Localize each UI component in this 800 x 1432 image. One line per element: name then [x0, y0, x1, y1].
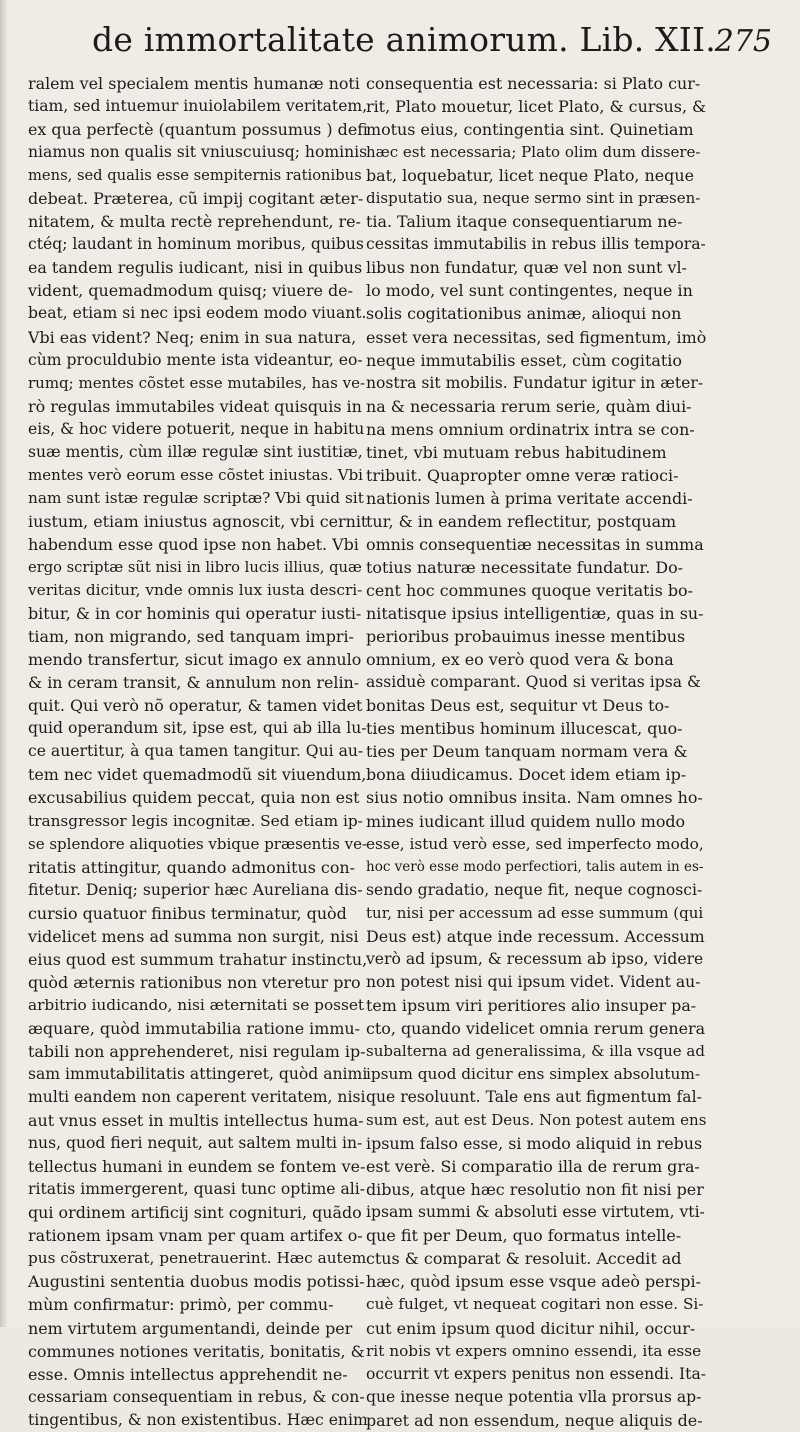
text-line: cessitas immutabilis in rebus illis tempora- — [366, 235, 706, 254]
text-line: disputatio sua, neque sermo sint in præsen- — [366, 189, 701, 208]
text-line: paret ad non essendum, neque aliquis de- — [366, 1410, 703, 1430]
text-line: sum est, aut est Deus. Non potest autem ens — [366, 1111, 706, 1130]
text-line: cùm proculdubio mente ista videantur, eo- — [28, 350, 363, 369]
text-line: videlicet mens ad summa non surgit, nisi — [28, 926, 359, 946]
text-line: na mens omnium ordinatrix intra se con- — [366, 419, 695, 439]
text-line: occurrit vt expers penitus non essendi. Ita- — [366, 1364, 706, 1383]
text-line: bona diiudicamus. Docet idem etiam ip- — [366, 765, 687, 785]
text-line: rit nobis vt expers omnino essendi, ita esse — [366, 1341, 702, 1360]
text-line: mentes verò eorum esse cõstet iniustas. Vbi — [28, 465, 363, 484]
text-line: nitatisque ipsius intelligentiæ, quas in su- — [366, 604, 704, 624]
text-line: nitatem, & multa rectè reprehendunt, re- — [28, 212, 361, 232]
right-text-column — [366, 72, 706, 1432]
text-line: ties mentibus hominum illucescat, quo- — [366, 719, 683, 739]
text-line: debeat. Præterea, cũ impij cogitant æter- — [28, 189, 364, 209]
text-line: totius naturæ necessitate fundatur. Do- — [366, 557, 684, 577]
text-line: quit. Qui verò nõ operatur, & tamen videt — [28, 696, 363, 716]
text-line: tiam, non migrando, sed tanquam impri- — [28, 627, 354, 647]
text-line: ea tandem regulis iudicant, nisi in quibus — [28, 258, 363, 278]
text-line: sam immutabilitatis attingeret, quòd animi — [28, 1065, 368, 1084]
running-title: de immortalitate animorum. Lib. XII. — [92, 20, 716, 59]
text-line: perioribus probauimus inesse mentibus — [366, 627, 686, 647]
text-line: tem nec videt quemadmodũ sit viuendum, — [28, 765, 367, 785]
text-line: vident, quemadmodum quisq; viuere de- — [28, 281, 353, 301]
text-line: mùm confirmatur: primò, per commu- — [28, 1295, 334, 1315]
text-line: multi eandem non caperent veritatem, nisi — [28, 1088, 366, 1107]
text-line: ipsum falso esse, si modo aliquid in rebus — [366, 1134, 703, 1154]
text-line: assiduè comparant. Quod si veritas ipsa & — [366, 673, 701, 692]
text-line: ipsam summi & absoluti esse virtutem, vti- — [366, 1203, 705, 1222]
text-line: beat, etiam si nec ipsi eodem modo viuant. — [28, 304, 367, 323]
text-line: non potest nisi qui ipsum videt. Vident au- — [366, 972, 701, 991]
text-line: hæc, quòd ipsum esse vsque adeò perspi- — [366, 1272, 701, 1292]
text-line: tellectus humani in eundem se fontem ve- — [28, 1157, 366, 1177]
text-line: veritas dicitur, vnde omnis lux iusta descri- — [28, 581, 363, 600]
text-line: ritatis immergerent, quasi tunc optime ali- — [28, 1180, 366, 1199]
text-line: pus cõstruxerat, penetrauerint. Hæc autem — [28, 1249, 367, 1268]
text-line: que fit per Deum, quo formatus intelle- — [366, 1226, 682, 1246]
text-line: tinet, vbi mutuam rebus habitudinem — [366, 442, 667, 462]
text-line: transgressor legis incognitæ. Sed etiam ip- — [28, 811, 363, 830]
text-line: hæc est necessaria; Plato olim dum dissere- — [366, 143, 701, 162]
text-line: bat, loquebatur, licet neque Plato, neque — [366, 166, 694, 186]
text-line: cuè fulget, vt nequeat cogitari non esse. Si- — [366, 1295, 704, 1314]
text-line: que inesse neque potentia vlla prorsus ap- — [366, 1387, 702, 1406]
text-line: rumq; mentes cõstet esse mutabiles, has ve- — [28, 373, 366, 392]
text-line: tur, nisi per accessum ad esse summum (qui — [366, 903, 704, 922]
text-line: sendo gradatio, neque fit, neque cognosci- — [366, 880, 703, 899]
text-line: tem ipsum viri peritiores alio insuper pa- — [366, 995, 697, 1015]
text-line: cessariam consequentiam in rebus, & con- — [28, 1387, 365, 1406]
text-line: nostra sit mobilis. Fundatur igitur in æter- — [366, 373, 704, 392]
text-line: Vbi eas vident? Neq; enim in sua natura, — [28, 327, 357, 347]
text-line: tur, & in eandem reflectitur, postquam — [366, 511, 677, 531]
text-line: esse, istud verò esse, sed imperfecto modo, — [366, 834, 704, 853]
text-line: rò regulas immutabiles videat quisquis in — [28, 396, 362, 416]
text-line: habendum esse quod ipse non habet. Vbi — [28, 534, 359, 554]
text-line: & in ceram transit, & annulum non relin- — [28, 673, 360, 693]
text-line: mendo transfertur, sicut imago ex annulo — [28, 650, 362, 670]
text-line: cursio quatuor finibus terminatur, quòd — [28, 903, 347, 923]
text-line: qui ordinem artificij sint cognituri, quãdo — [28, 1203, 362, 1223]
text-line: ctus & comparat & resoluit. Accedit ad — [366, 1249, 682, 1269]
text-line: rit, Plato mouetur, licet Plato, & cursus, & — [366, 97, 706, 117]
binding-gutter-shadow — [0, 0, 8, 1327]
text-line: quòd æternis rationibus non vteretur pro — [28, 972, 361, 992]
text-line: fitetur. Deniq; superior hæc Aureliana dis- — [28, 880, 363, 899]
text-line: subalterna ad generalissima, & illa vsque ad — [366, 1041, 705, 1060]
text-line: motus eius, contingentia sint. Quinetiam — [366, 120, 694, 140]
text-line: iustum, etiam iniustus agnoscit, vbi cernit — [28, 511, 368, 531]
text-line: tiam, sed intuemur inuiolabilem veritatem, — [28, 97, 368, 116]
text-line: solis cogitationibus animæ, alioqui non — [366, 304, 682, 324]
text-line: arbitrio iudicando, nisi æternitati se posset — [28, 995, 365, 1014]
text-line: ex qua perfectè (quantum possumus ) defi — [28, 120, 368, 140]
text-line: bitur, & in cor hominis qui operatur iusti- — [28, 604, 362, 624]
text-line: est verè. Si comparatio illa de rerum gra- — [366, 1157, 700, 1177]
text-line: esse. Omnis intellectus apprehendit ne- — [28, 1364, 348, 1384]
text-line: nationis lumen à prima veritate accendi- — [366, 488, 693, 508]
text-line: verò ad ipsum, & recessum ab ipso, videre — [366, 949, 704, 968]
text-line: ties per Deum tanquam normam vera & — [366, 742, 688, 762]
text-line: tabili non apprehenderet, nisi regulam ip- — [28, 1041, 366, 1061]
text-line: ctéq; laudant in hominum moribus, quibus — [28, 235, 364, 254]
text-line: ipsum quod dicitur ens simplex absolutum- — [366, 1065, 701, 1084]
text-line: na & necessaria rerum serie, quàm diui- — [366, 396, 692, 416]
text-line: suæ mentis, cùm illæ regulæ sint iustitiæ, — [28, 442, 363, 461]
text-line: ce auertitur, à qua tamen tangitur. Qui au- — [28, 742, 364, 761]
text-line: nam sunt istæ regulæ scriptæ? Vbi quid sit — [28, 488, 364, 507]
text-line: dibus, atque hæc resolutio non fit nisi per — [366, 1180, 704, 1200]
text-line: que resoluunt. Tale ens aut figmentum fal- — [366, 1088, 702, 1107]
text-line: neque immutabilis esset, cùm cogitatio — [366, 350, 682, 370]
text-line: lo modo, vel sunt contingentes, neque in — [366, 281, 693, 301]
text-line: rationem ipsam vnam per quam artifex o- — [28, 1226, 363, 1246]
text-line: bonitas Deus est, sequitur vt Deus to- — [366, 696, 670, 716]
text-line: Deus est) atque inde recessum. Accessum — [366, 926, 705, 946]
text-line: tribuit. Quapropter omne veræ ratioci- — [366, 465, 679, 485]
page-number: 275 — [714, 24, 772, 59]
left-text-column — [28, 72, 368, 1432]
text-line: niamus non qualis sit vniuscuiusq; hominis — [28, 143, 368, 162]
text-line: sius notio omnibus insita. Nam omnes ho- — [366, 788, 703, 808]
page-header — [92, 14, 772, 64]
text-line: aut vnus esset in multis intellectus huma- — [28, 1111, 364, 1131]
text-line: eius quod est summum trahatur instinctu, — [28, 949, 368, 969]
text-line: esset vera necessitas, sed figmentum, imò — [366, 327, 706, 347]
text-line: eis, & hoc videre potuerit, neque in habitu — [28, 419, 365, 438]
text-line: nem virtutem argumentandi, deinde per — [28, 1318, 353, 1338]
text-line: mens, sed qualis esse sempiternis rationibus — [28, 167, 362, 185]
text-line: se splendore aliquoties vbique præsentis ve- — [28, 834, 368, 853]
text-line: consequentia est necessaria: si Plato cur- — [366, 74, 701, 93]
text-line: tingentibus, & non existentibus. Hæc enim — [28, 1410, 368, 1429]
text-line: cto, quando videlicet omnia rerum genera — [366, 1018, 706, 1038]
text-line: Augustini sententia duobus modis potissi- — [28, 1272, 365, 1292]
text-line: mines iudicant illud quidem nullo modo — [366, 811, 686, 831]
text-line: quid operandum sit, ipse est, qui ab illa lu- — [28, 719, 367, 738]
text-line: omnis consequentiæ necessitas in summa — [366, 534, 704, 554]
text-line: hoc verò esse modo perfectiori, talis autem in es- — [366, 858, 704, 875]
text-line: ralem vel specialem mentis humanæ noti — [28, 74, 360, 93]
text-line: ergo scriptæ sũt nisi in libro lucis illius, quæ — [28, 558, 362, 576]
text-line: tia. Talium itaque consequentiarum ne- — [366, 212, 683, 232]
text-line: nus, quod fieri nequit, aut saltem multi in- — [28, 1134, 363, 1153]
text-line: æquare, quòd immutabilia ratione immu- — [28, 1018, 360, 1038]
text-line: libus non fundatur, quæ vel non sunt vl- — [366, 258, 687, 278]
text-line: communes notiones veritatis, bonitatis, & — [28, 1341, 365, 1361]
text-line: ritatis attingitur, quando admonitus con- — [28, 857, 355, 877]
text-line: omnium, ex eo verò quod vera & bona — [366, 650, 674, 670]
text-line: cut enim ipsum quod dicitur nihil, occur- — [366, 1318, 696, 1338]
text-line: excusabilius quidem peccat, quia non est — [28, 788, 360, 808]
text-line: cent hoc communes quoque veritatis bo- — [366, 581, 693, 601]
